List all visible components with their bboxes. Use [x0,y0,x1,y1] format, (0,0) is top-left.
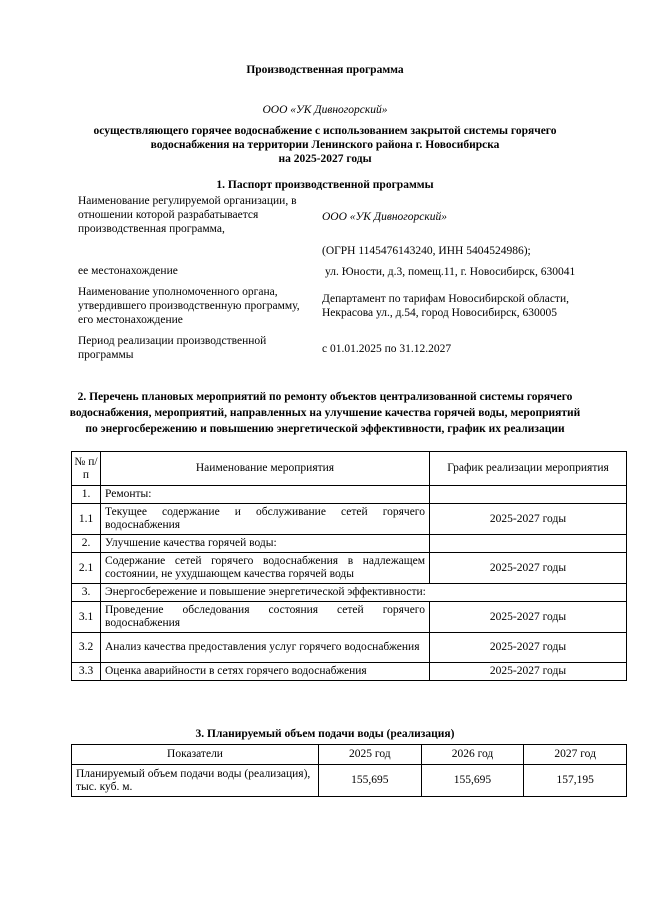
row-value: 155,695 [421,765,524,797]
section2-heading [0,389,650,437]
header-indicator: Показатели [72,745,319,765]
label-line: утвердившего производственную программу, [78,300,300,312]
row-name: Оценка аварийности в сетях горячего водоснабжения [101,663,430,681]
table-row [72,765,627,797]
document-title: Производственная программа [246,64,404,76]
passport-value-location: ул. Юности, д.3, помещ.11, г. Новосибирск, 630041 [325,266,576,278]
label-line: его местонахождение [78,314,183,326]
label-line: Период реализации производственной [78,335,267,347]
table-row [72,486,627,504]
label-line: программы [78,349,134,361]
header-num: № п/п [72,452,101,486]
row-schedule: 2025-2027 годы [430,602,627,633]
row-schedule [430,535,627,553]
section1-heading: 1. Паспорт производственной программы [216,179,434,191]
label-line: Наименование регулируемой организации, в [78,195,297,207]
heading-line: по энергосбережению и повышению энергетической эффективности, график их реализации [85,423,565,435]
header-year: 2026 год [421,745,524,765]
row-name: Содержание сетей горячего водоснабжения в надлежащем состоянии, не ухудшающем качества горячей воды [101,553,430,584]
table-header-row [72,745,627,765]
document-subtitle [0,124,650,166]
passport-label-authority [78,285,318,327]
row-num: 3. [72,584,101,602]
row-num: 1.1 [72,504,101,535]
table-header-row [72,452,627,486]
header-year: 2027 год [524,745,627,765]
row-schedule: 2025-2027 годы [430,553,627,584]
passport-label-location: ее местонахождение [78,265,178,277]
passport-label-org [78,194,318,236]
row-name: Проведение обследования состояния сетей горячего водоснабжения [101,602,430,633]
header-name: Наименование мероприятия [101,452,430,486]
header-year: 2025 год [319,745,422,765]
row-schedule: 2025-2027 годы [430,504,627,535]
row-name: Улучшение качества горячей воды: [101,535,430,553]
passport-value-period: с 01.01.2025 по 31.12.2027 [322,343,452,355]
measures-table [71,451,627,681]
subtitle-line: осуществляющего горячее водоснабжение с использованием закрытой системы горячего [93,125,557,137]
row-num: 1. [72,486,101,504]
row-num: 2.1 [72,553,101,584]
section3-heading: 3. Планируемый объем подачи воды (реализация) [195,728,455,740]
row-num: 3.1 [72,602,101,633]
row-num: 3.3 [72,663,101,681]
passport-value-org: ООО «УК Дивногорский» [322,211,448,223]
row-schedule: 2025-2027 годы [430,633,627,663]
passport-label-period [78,334,318,362]
organization-name: ООО «УК Дивногорский» [262,104,388,116]
heading-line: 2. Перечень плановых мероприятий по ремонту объектов централизованной системы горячего [77,391,573,403]
row-value: 155,695 [319,765,422,797]
row-name: Ремонты: [101,486,430,504]
row-num: 3.2 [72,633,101,663]
subtitle-line: на 2025-2027 годы [278,153,372,165]
table-row [72,602,627,633]
table-row [72,584,627,602]
table-row [72,633,627,663]
header-schedule: График реализации мероприятия [430,452,627,486]
volume-table [71,744,627,797]
row-value: 157,195 [524,765,627,797]
passport-value-authority [322,292,622,320]
label-line: отношении которой разрабатывается [78,209,259,221]
value-line: Некрасова ул., д.54, город Новосибирск, 630005 [322,307,558,319]
row-name: Энергосбережение и повышение энергетической эффективности: [101,584,627,602]
table-row [72,504,627,535]
label-line: производственная программа, [78,223,225,235]
subtitle-line: водоснабжения на территории Ленинского района г. Новосибирска [150,139,500,151]
row-name: Анализ качества предоставления услуг горячего водоснабжения [101,633,430,663]
row-schedule [430,486,627,504]
table-row [72,535,627,553]
row-label: Планируемый объем подачи воды (реализация), тыс. куб. м. [72,765,319,797]
passport-value-ids: (ОГРН 1145476143240, ИНН 5404524986); [322,245,531,257]
table-row [72,553,627,584]
value-line: Департамент по тарифам Новосибирской области, [322,293,569,305]
table-row [72,663,627,681]
label-line: Наименование уполномоченного органа, [78,286,278,298]
heading-line: водоснабжения, мероприятий, направленных на улучшение качества горячей воды, мероприятий [69,407,581,419]
row-schedule: 2025-2027 годы [430,663,627,681]
row-num: 2. [72,535,101,553]
row-name: Текущее содержание и обслуживание сетей горячего водоснабжения [101,504,430,535]
